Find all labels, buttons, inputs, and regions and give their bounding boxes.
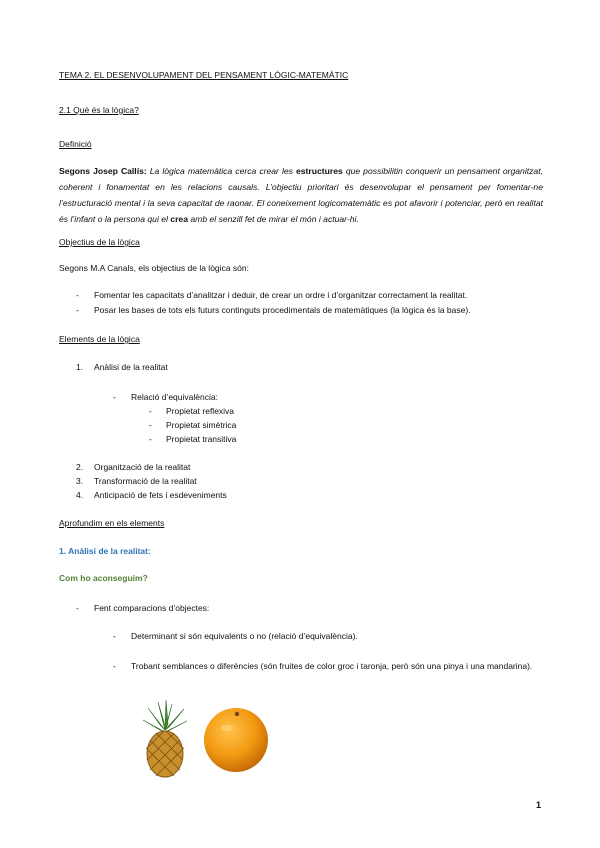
bullet-dash: - [149, 420, 152, 430]
property-item: Propietat reflexiva [166, 406, 235, 416]
orange-image [201, 704, 271, 774]
element-item: Anàlisi de la realitat [94, 362, 168, 372]
page-number: 1 [536, 800, 542, 810]
property-item: Propietat transitiva [166, 434, 237, 444]
document-title: TEMA 2. EL DESENVOLUPAMENT DEL PENSAMENT LÒGIC-MATEMÀTIC [59, 70, 349, 80]
element-item: Organització de la realitat [94, 462, 191, 472]
list-number: 3. [76, 476, 84, 486]
pineapple-image [140, 700, 190, 778]
method-point: Trobant semblances o diferències (són fruites de color groc i taronja, però són una pinya i una mandarina). [131, 661, 533, 671]
objective-item: Fomentar les capacitats d’analitzar i deduir, de crear un ordre i d’organitzar correctament la realitat. [94, 290, 468, 300]
subsection-colon: : [147, 546, 151, 556]
elements-heading: Elements de la lògica [59, 334, 140, 344]
list-number: 2. [76, 462, 84, 472]
list-number: 1. [76, 362, 84, 372]
section-heading: 2.1 Què és la lògica? [59, 105, 139, 115]
definition-bold-structures: estructures [295, 166, 343, 176]
element-item: Transformació de la realitat [94, 476, 197, 486]
definition-text-3: amb el senzill fet de mirar el món i actuar-hi. [188, 214, 359, 224]
bullet-dash: - [76, 290, 79, 300]
definition-text-1: La lògica matemàtica cerca crear les [146, 166, 296, 176]
definition-paragraph [59, 163, 543, 227]
bullet-dash: - [149, 406, 152, 416]
question-heading: Com ho aconseguim? [59, 573, 148, 583]
subsection-heading [59, 546, 150, 557]
method-text: Fent comparacions d’objectes: [94, 603, 210, 613]
bullet-dash: - [76, 305, 79, 315]
objective-item: Posar les bases de tots els futurs continguts procedimentals de matemàtiques (la lògica és la base). [94, 305, 471, 315]
bullet-dash: - [76, 603, 79, 613]
bullet-dash: - [113, 392, 116, 402]
list-number: 4. [76, 490, 84, 500]
objectives-heading: Objectius de la lògica [59, 237, 140, 247]
definition-text-2: que possibilitin conquerir un pensament organitzat, coherent i fonamentat en les relacions causals. L’objectiu prioritari és desenvolupar el pensament per fomentar-ne l’estructuració mental i la seva capacitat de raonar. El coneixement logicomatemàtic es pot afavorir i potenciar, però en realitat és l’infant o la persona qui el [59, 166, 543, 224]
method-point: Determinant si són equivalents o no (relació d’equivalència). [131, 631, 358, 641]
element-item: Anticipació de fets i esdeveniments [94, 490, 227, 500]
objectives-intro: Segons M.A Canals, els objectius de la lògica són: [59, 263, 249, 273]
bullet-dash: - [149, 434, 152, 444]
equivalence-heading: Relació d’equivalència: [131, 392, 218, 402]
bullet-dash: - [113, 631, 116, 641]
property-item: Propietat simètrica [166, 420, 237, 430]
deepening-heading: Aprofundim en els elements [59, 518, 165, 528]
definition-bold-crea: crea [170, 214, 188, 224]
definition-author: Segons Josep Callís: [59, 166, 147, 176]
subsection-title: 1. Anàlisi de la realitat [59, 546, 148, 556]
definition-heading: Definició [59, 139, 92, 149]
bullet-dash: - [113, 661, 116, 671]
